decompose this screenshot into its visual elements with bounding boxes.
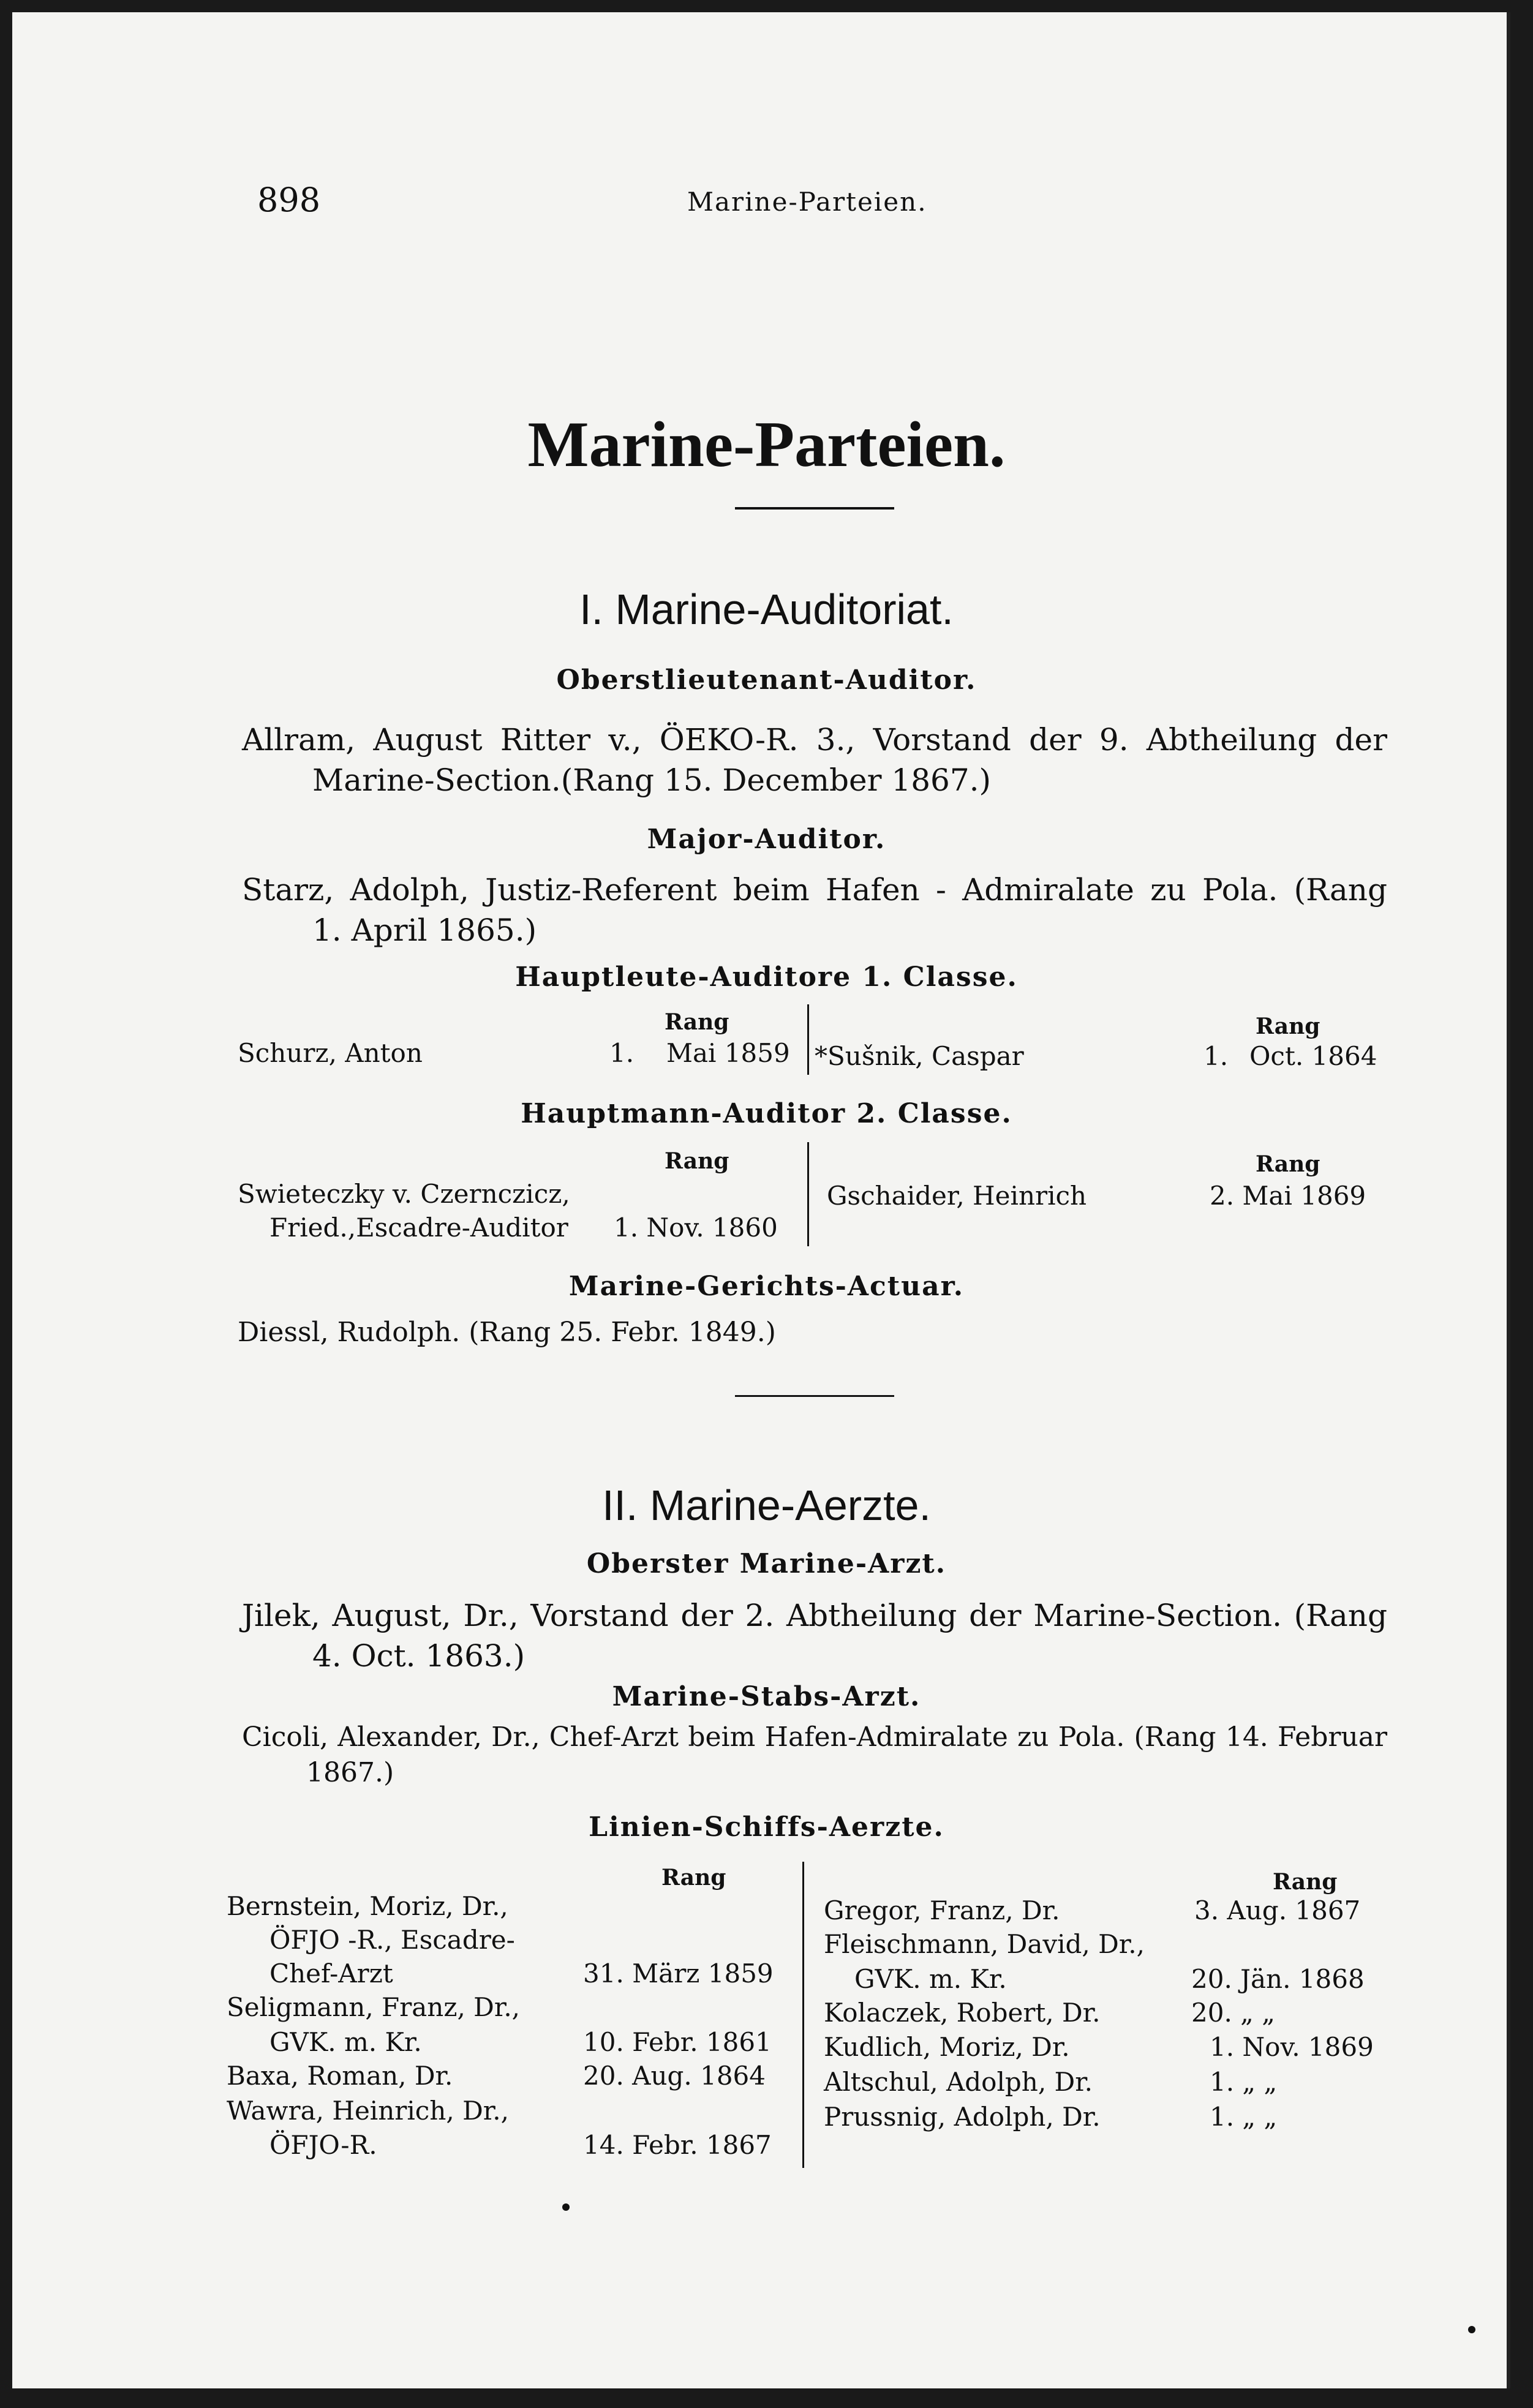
name-swieteczky-1: Swieteczky v. Czernczicz, [238, 1179, 570, 1209]
entry-starz-line1: Starz, Adolph, Justiz-Referent beim Hafen - Admiralate zu Pola. (Rang [242, 872, 1387, 908]
rang-header-right: Rang [1256, 1014, 1320, 1039]
rank-marine-stabs-arzt: Marine-Stabs-Arzt. [612, 1681, 921, 1712]
rang-date-kolaczek: 20. „ „ [1191, 1998, 1276, 2028]
rang-date-prussnig: 1. „ „ [1210, 2102, 1278, 2132]
rang-header-left-3: Rang [661, 1865, 726, 1891]
section-1-title: I. Marine-Auditoriat. [579, 585, 954, 633]
running-title: Marine-Parteien. [687, 187, 927, 217]
rang-date-altschul: 1. „ „ [1210, 2067, 1278, 2097]
entry-cicoli [242, 1720, 1387, 1791]
rank-hauptleute-1-classe: Hauptleute-Auditore 1. Classe. [515, 961, 1018, 993]
name-swieteczky-2: Fried.,Escadre-Auditor [269, 1213, 568, 1243]
rang-header-right-3: Rang [1273, 1869, 1338, 1895]
name-prussnig: Prussnig, Adolph, Dr. [824, 2102, 1101, 2132]
rang-day-susnik: 1. [1203, 1041, 1229, 1071]
main-title: Marine-Parteien. [527, 408, 1006, 480]
title-rule [735, 507, 894, 510]
entry-diessl: Diessl, Rudolph. (Rang 25. Febr. 1849.) [238, 1317, 776, 1348]
entry-allram [242, 720, 1387, 800]
name-susnik: *Sušnik, Caspar [815, 1041, 1024, 1071]
rank-major-auditor: Major-Auditor. [647, 824, 886, 855]
name-wawra-2: ÖFJO-R. [269, 2130, 377, 2160]
entry-cicoli-line2: 1867.) [306, 1757, 394, 1788]
name-wawra-1: Wawra, Heinrich, Dr., [227, 2096, 509, 2126]
column-divider [807, 1004, 809, 1075]
rang-date-schurz: Mai 1859 [666, 1038, 790, 1068]
rang-header-left-2: Rang [665, 1148, 729, 1174]
rang-date-gschaider: 2. Mai 1869 [1210, 1181, 1366, 1211]
rang-date-gregor: 3. Aug. 1867 [1194, 1895, 1361, 1925]
rank-marine-gerichts-actuar: Marine-Gerichts-Actuar. [568, 1271, 965, 1302]
entry-starz [242, 870, 1387, 950]
rank-oberster-marine-arzt: Oberster Marine-Arzt. [586, 1548, 947, 1579]
rang-header-left: Rang [665, 1009, 729, 1035]
name-kolaczek: Kolaczek, Robert, Dr. [824, 1998, 1101, 2028]
ink-speck [1468, 2326, 1475, 2333]
rang-date-baxa: 20. Aug. 1864 [583, 2061, 766, 2091]
name-seligmann-2: GVK. m. Kr. [269, 2027, 422, 2057]
name-fleischmann-1: Fleischmann, David, Dr., [824, 1929, 1145, 1959]
rank-linien-schiffs-aerzte: Linien-Schiffs-Aerzte. [589, 1812, 944, 1843]
rang-date-kudlich: 1. Nov. 1869 [1210, 2032, 1374, 2062]
section-2-title: II. Marine-Aerzte. [602, 1481, 931, 1529]
name-kudlich: Kudlich, Moriz, Dr. [824, 2032, 1070, 2062]
name-seligmann-1: Seligmann, Franz, Dr., [227, 1992, 521, 2022]
rang-date-susnik: Oct. 1864 [1249, 1041, 1377, 1071]
entry-starz-line2: 1. April 1865.) [312, 912, 537, 948]
name-bernstein-2: ÖFJO -R., Escadre- [269, 1925, 515, 1955]
page-number: 898 [257, 181, 321, 219]
rank-hauptmann-2-classe: Hauptmann-Auditor 2. Classe. [521, 1098, 1012, 1129]
name-gschaider: Gschaider, Heinrich [827, 1181, 1087, 1211]
name-altschul: Altschul, Adolph, Dr. [824, 2067, 1093, 2097]
name-bernstein-3: Chef-Arzt [269, 1958, 393, 1988]
rang-header-right-2: Rang [1256, 1151, 1320, 1177]
rang-date-bernstein: 31. März 1859 [583, 1958, 774, 1988]
column-divider-2 [807, 1142, 809, 1246]
ink-speck [562, 2203, 570, 2211]
entry-jilek-line2: 4. Oct. 1863.) [312, 1638, 525, 1674]
section-divider [735, 1395, 894, 1397]
entry-allram-line1: Allram, August Ritter v., ÖEKO-R. 3., Vorstand der 9. Abtheilung der [242, 722, 1387, 758]
rang-date-swieteczky: 1. Nov. 1860 [614, 1213, 778, 1243]
rang-date-fleischmann: 20. Jän. 1868 [1191, 1964, 1365, 1994]
entry-jilek [242, 1595, 1387, 1676]
name-bernstein-1: Bernstein, Moriz, Dr., [227, 1891, 508, 1921]
entry-cicoli-line1: Cicoli, Alexander, Dr., Chef-Arzt beim Hafen-Admiralate zu Pola. (Rang 14. Februar [242, 1721, 1387, 1753]
column-divider-3 [802, 1862, 804, 2168]
name-schurz: Schurz, Anton [238, 1038, 423, 1068]
rang-day-schurz: 1. [609, 1038, 635, 1068]
entry-allram-line2: Marine-Section.(Rang 15. December 1867.) [312, 762, 992, 798]
rank-oberstlieutenant-auditor: Oberstlieutenant-Auditor. [556, 664, 977, 696]
rang-date-seligmann: 10. Febr. 1861 [583, 2027, 772, 2057]
name-fleischmann-2: GVK. m. Kr. [854, 1964, 1007, 1994]
rang-date-wawra: 14. Febr. 1867 [583, 2130, 772, 2160]
name-baxa: Baxa, Roman, Dr. [227, 2061, 453, 2091]
name-gregor: Gregor, Franz, Dr. [824, 1895, 1060, 1925]
entry-jilek-line1: Jilek, August, Dr., Vorstand der 2. Abtheilung der Marine-Section. (Rang [242, 1598, 1387, 1633]
